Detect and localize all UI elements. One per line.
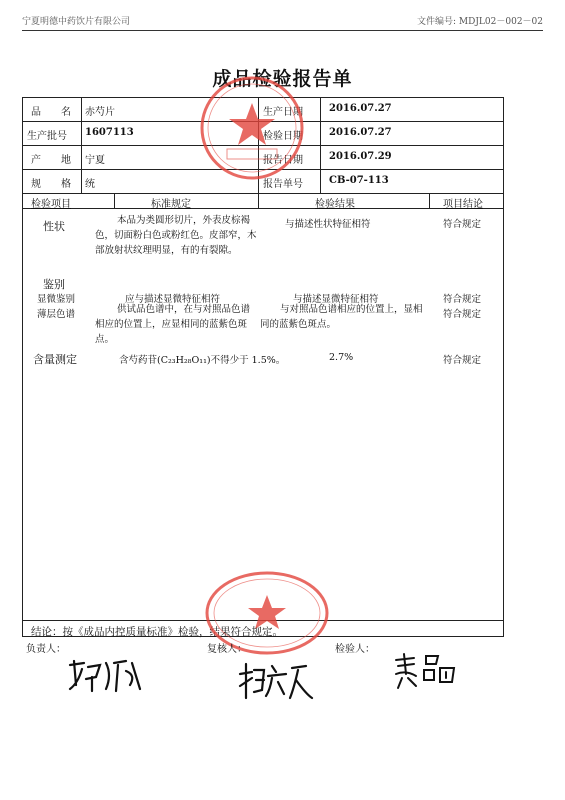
col-divider bbox=[320, 98, 321, 193]
signature-reviewer bbox=[236, 660, 316, 702]
col-divider bbox=[81, 98, 82, 193]
row-item-appearance: 性状 bbox=[43, 220, 65, 233]
product-name-value: 赤芍片 bbox=[85, 107, 115, 118]
page-title: 成品检验报告单 bbox=[212, 68, 353, 90]
report-date-value: 2016.07.29 bbox=[329, 151, 392, 162]
col-header-conclusion: 项目结论 bbox=[443, 199, 483, 210]
row-item-tlc: 薄层色谱 bbox=[37, 309, 76, 320]
origin-value: 宁夏 bbox=[85, 155, 105, 166]
col-divider bbox=[114, 193, 115, 208]
report-number-label: 报告单号 bbox=[263, 179, 303, 190]
signature-responsible bbox=[66, 655, 146, 695]
col-divider bbox=[258, 193, 259, 208]
production-date-value: 2016.07.27 bbox=[329, 103, 392, 114]
inspector-label: 检验人： bbox=[335, 644, 375, 655]
conclusion-text: 结论：按《成品内控质量标准》检验，结果符合规定。 bbox=[31, 626, 283, 638]
document-number: 文件编号: MDJL02－002－02 bbox=[417, 17, 543, 27]
inspection-date-value: 2016.07.27 bbox=[329, 127, 392, 138]
row-result-assay: 2.7% bbox=[329, 352, 354, 363]
row-item-microscopy: 显微鉴别 bbox=[37, 294, 76, 305]
row-divider bbox=[23, 193, 503, 194]
row-divider bbox=[23, 208, 503, 209]
row-standard-appearance: 本品为类圆形切片，外表皮棕褐色，切面粉白色或粉红色。皮部窄，木部放射状纹理明显，有的有裂隙。 bbox=[95, 215, 257, 256]
company-seal-top bbox=[197, 73, 307, 183]
col-header-standard: 标准规定 bbox=[151, 199, 191, 210]
col-header-item: 检验项目 bbox=[31, 199, 71, 210]
signature-inspector bbox=[392, 652, 462, 690]
report-date-label: 报告日期 bbox=[263, 155, 303, 166]
row-standard-microscopy: 应与描述显微特征相符 bbox=[125, 294, 221, 305]
row-item-assay: 含量测定 bbox=[33, 353, 77, 366]
row-standard-tlc: 供试品色谱中，在与对照品色谱相应的位置上，应显相同的蓝紫色斑点。 bbox=[95, 304, 251, 345]
row-conclusion-appearance: 符合规定 bbox=[443, 219, 482, 230]
report-number-value: CB-07-113 bbox=[329, 175, 389, 186]
production-date-label: 生产日期 bbox=[263, 107, 303, 118]
col-divider bbox=[429, 193, 430, 208]
col-header-result: 检验结果 bbox=[315, 199, 355, 210]
batch-number-label: 生产批号 bbox=[27, 131, 67, 142]
row-result-microscopy: 与描述显微特征相符 bbox=[293, 294, 379, 305]
row-conclusion-assay: 符合规定 bbox=[443, 355, 482, 366]
inspection-date-label: 检验日期 bbox=[263, 131, 303, 142]
row-standard-assay: 含芍药苷(C₂₃H₂₈O₁₁)不得少于 1.5%。 bbox=[119, 355, 286, 366]
batch-number-value: 1607113 bbox=[85, 127, 134, 138]
reviewer-label: 复核人： bbox=[207, 644, 247, 655]
responsible-label: 负责人： bbox=[26, 644, 66, 655]
row-result-tlc: 与对照品色谱相应的位置上，显相同的蓝紫色斑点。 bbox=[260, 304, 423, 330]
product-name-label: 品 名 bbox=[31, 107, 71, 118]
spec-label: 规 格 bbox=[31, 179, 71, 190]
origin-label: 产 地 bbox=[31, 155, 71, 166]
row-result-appearance: 与描述性状特征相符 bbox=[285, 219, 371, 230]
spec-value: 统 bbox=[85, 179, 95, 190]
row-conclusion-microscopy: 符合规定 bbox=[443, 294, 482, 305]
company-name: 宁夏明德中药饮片有限公司 bbox=[22, 17, 131, 27]
header-divider bbox=[22, 30, 543, 31]
row-conclusion-tlc: 符合规定 bbox=[443, 309, 482, 320]
row-item-identification: 鉴别 bbox=[43, 278, 65, 291]
page-header bbox=[22, 14, 543, 28]
